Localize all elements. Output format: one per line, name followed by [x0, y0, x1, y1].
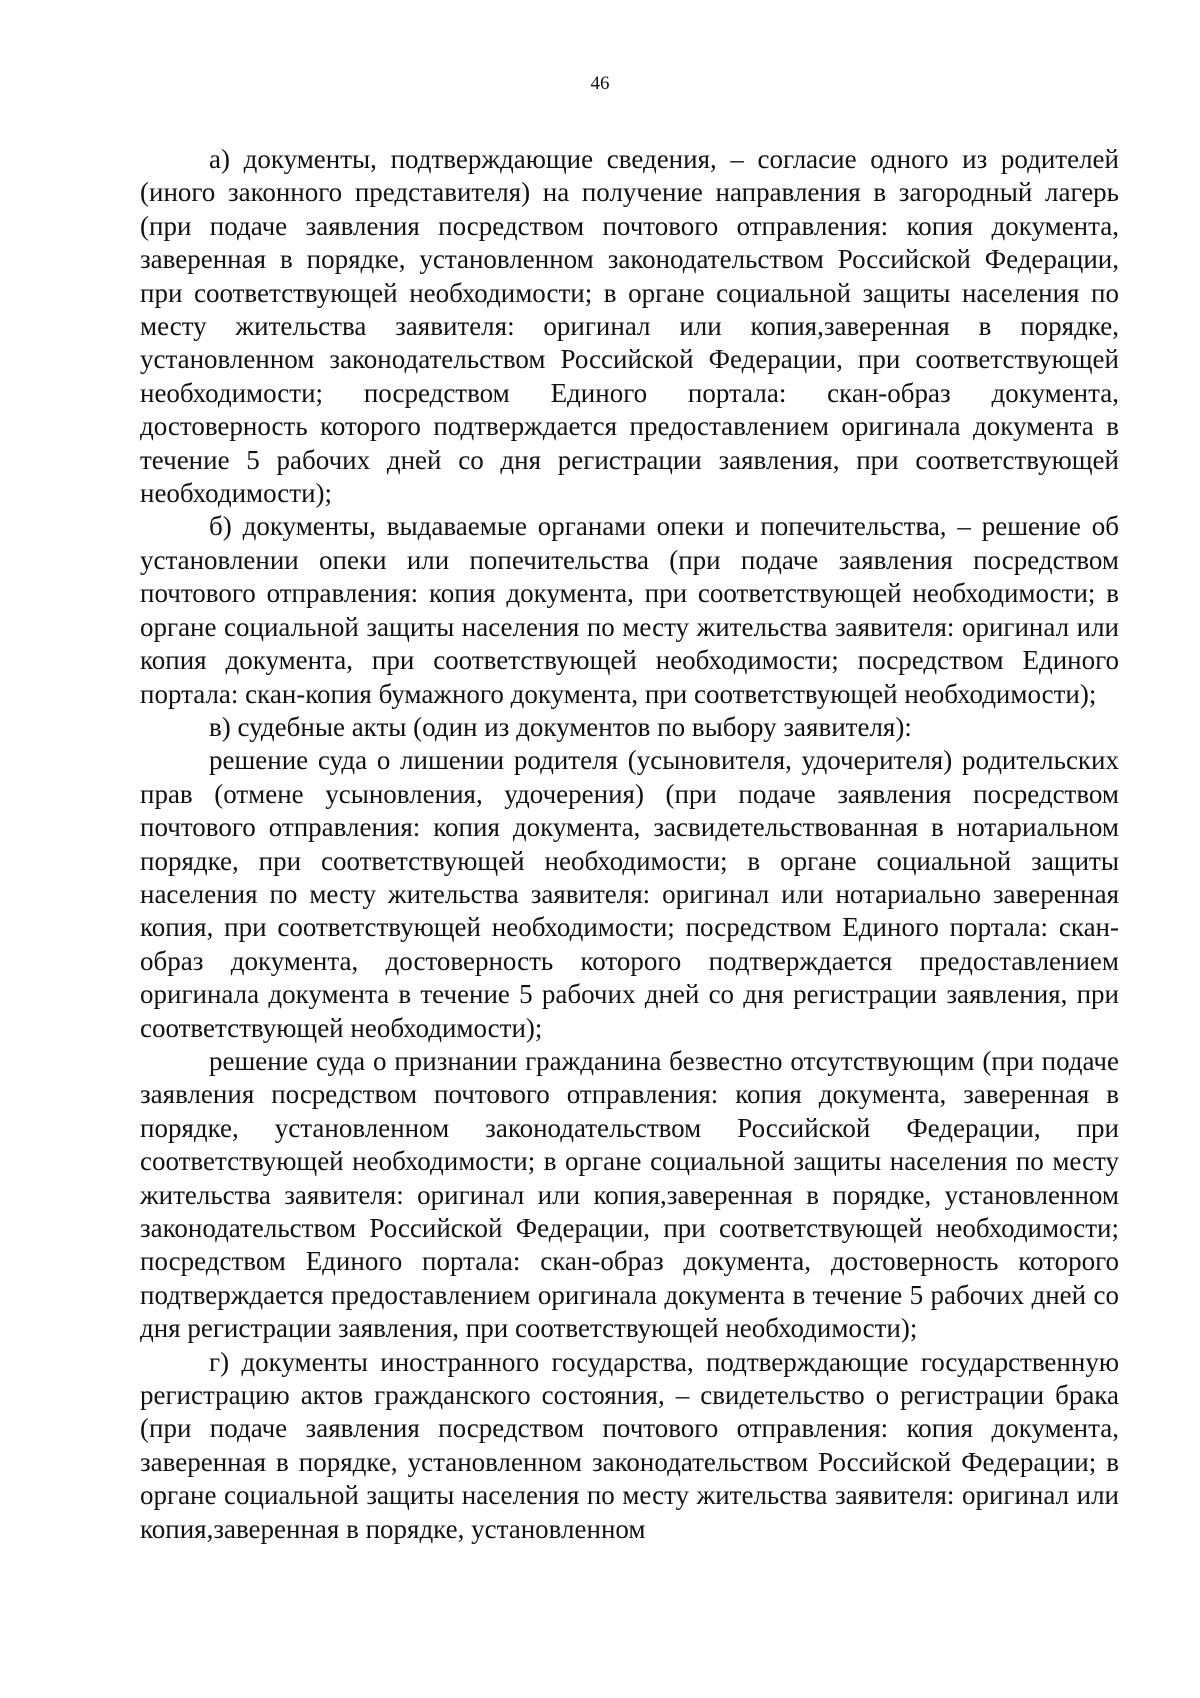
page-number: 46 [590, 73, 610, 94]
paragraph-b-guardianship: б) документы, выдаваемые органами опеки и попечительства, – решение об установлении опеки или попечительства (при подаче заявления посредством почтового отправления: копия документа, при соответствующей необходимости; в органе социальной защиты населения по месту жительства заявителя: оригинал или копия документа, при соответствующей необходимости; посредством Единого портала: скан-копия бумажного документа, при соответствующей необходимости); [140, 511, 1119, 709]
paragraph-v-court-acts: в) судебные акты (один из документов по выбору заявителя): [209, 711, 912, 742]
paragraph-a-consent: а) документы, подтверждающие сведения, – согласие одного из родителей (иного законного представителя) на получение направления в загородный лагерь (при подаче заявления посредством почтового отправления: копия документа, заверенная в порядке, установленном законодательством Российской Федерации, при соответствующей необходимости; в органе социальной защиты населения по месту жительства заявителя: оригинал или копия,заверенная в порядке, установленном законодательством Российской Федерации, при соответствующей необходимости; посредством Единого портала: скан-образ документа, достоверность которого подтверждается предоставлением оригинала документа в течение 5 рабочих дней со дня регистрации заявления, при соответствующей необходимости); [140, 144, 1119, 509]
paragraph-g-foreign-documents: г) документы иностранного государства, подтверждающие государственную регистрацию актов гражданского состояния, – свидетельство о регистрации брака (при подаче заявления посредством почтового отправления: копия документа, заверенная в порядке, установленном законодательством Российской Федерации; в органе социальной защиты населения по месту жительства заявителя: оригинал или копия,заверенная в порядке, установленном [140, 1346, 1119, 1544]
paragraph-court-missing-person: решение суда о признании гражданина безвестно отсутствующим (при подаче заявления посредством почтового отправления: копия документа, заверенная в порядке, установленном законодательством Российской Федерации, при соответствующей необходимости; в органе социальной защиты населения по месту жительства заявителя: оригинал или копия,заверенная в порядке, установленном законодательством Российской Федерации, при соответствующей необходимости; посредством Единого портала: скан-образ документа, достоверность которого подтверждается предоставлением оригинала документа в течение 5 рабочих дней со дня регистрации заявления, при соответствующей необходимости); [140, 1045, 1119, 1344]
paragraph-court-deprivation-rights: решение суда о лишении родителя (усыновителя, удочерителя) родительских прав (отмене усыновления, удочерения) (при подаче заявления посредством почтового отправления: копия документа, засвидетельствованная в нотариальном порядке, при соответствующей необходимости; в органе социальной защиты населения по месту жительства заявителя: оригинал или нотариально заверенная копия, при соответствующей необходимости; посредством Единого портала: скан-образ документа, достоверность которого подтверждается предоставлением оригинала документа в течение 5 рабочих дней со дня регистрации заявления, при соответствующей необходимости); [140, 745, 1119, 1043]
document-body [140, 143, 1119, 1546]
